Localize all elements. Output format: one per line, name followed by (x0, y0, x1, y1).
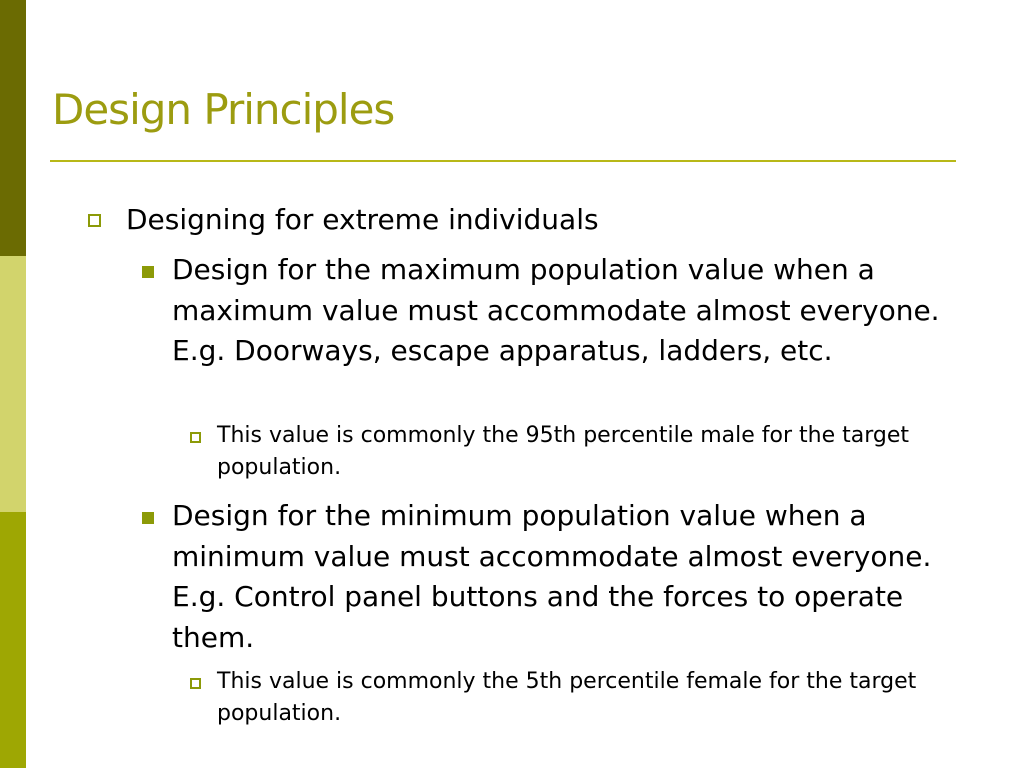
bullet-item-level-3 (190, 666, 960, 730)
bullet-text: This value is commonly the 5th percentile female for the target population. (217, 669, 917, 726)
bullet-item-level-2 (142, 496, 962, 658)
hollow-square-bullet-icon (88, 214, 101, 227)
filled-square-bullet-icon (142, 512, 154, 524)
bullet-item-level-3 (190, 420, 960, 484)
bullet-text: Design for the maximum population value when a maximum value must accommodate almost everyone. E.g. Doorways, escape apparatus, ladders, etc. (172, 253, 940, 367)
slide-title: Design Principles (52, 85, 395, 134)
bullet-text: Designing for extreme individuals (126, 203, 599, 236)
hollow-square-bullet-icon (190, 432, 201, 443)
hollow-square-bullet-icon (190, 678, 201, 689)
bullet-text: Design for the minimum population value when a minimum value must accommodate almost everyone. E.g. Control panel buttons and the forces to operate them. (172, 499, 932, 654)
bullet-item-level-1 (88, 200, 968, 240)
bullet-item-level-2 (142, 250, 962, 372)
filled-square-bullet-icon (142, 266, 154, 278)
bullet-text: This value is commonly the 95th percentile male for the target population. (217, 423, 910, 480)
